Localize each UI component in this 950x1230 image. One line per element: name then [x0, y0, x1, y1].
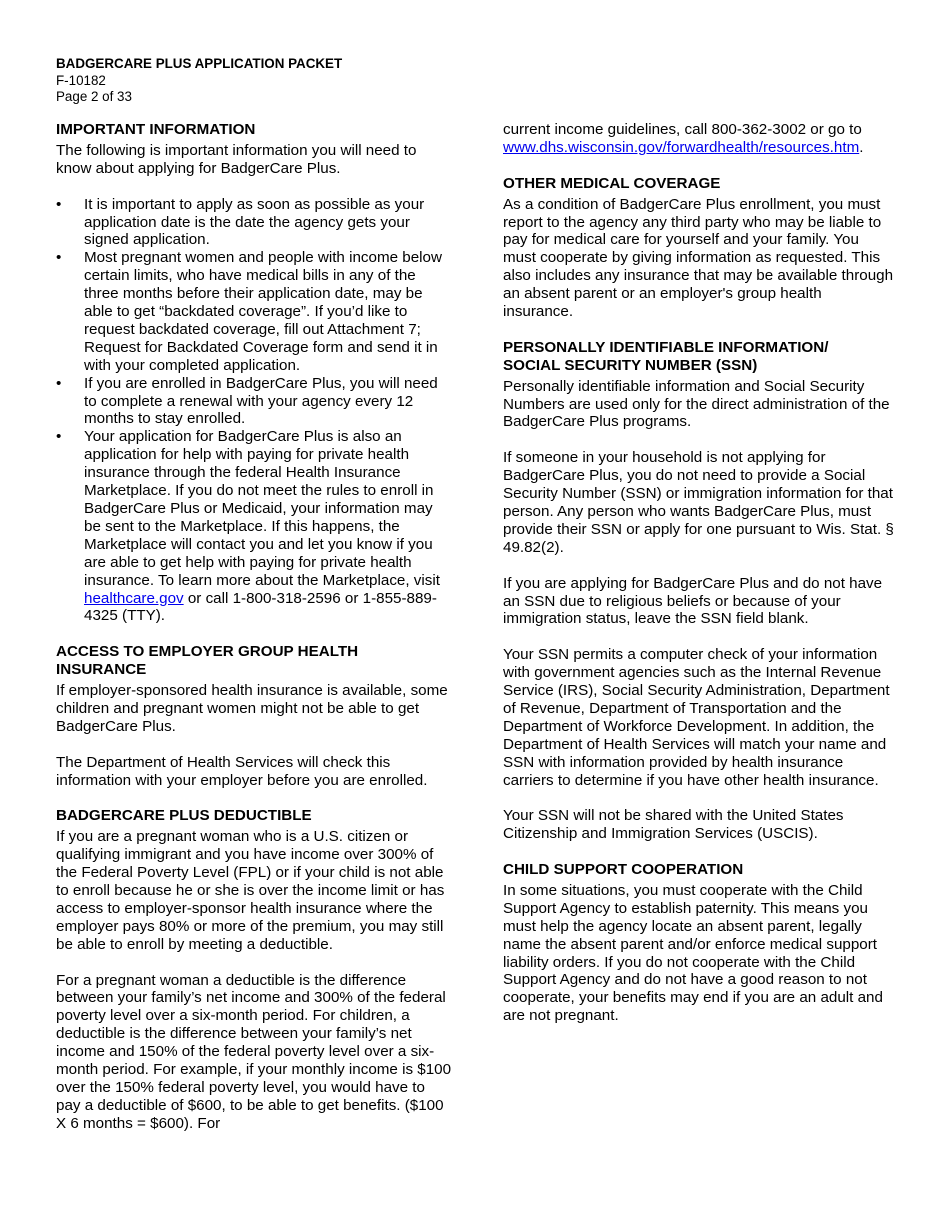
other-medical-coverage-heading: OTHER MEDICAL COVERAGE [503, 174, 721, 192]
list-item [56, 249, 452, 374]
continuation-end: . [859, 138, 864, 156]
list-item-text: Most pregnant women and people with income below certain limits, who have medical bills in any of the three months before their application date, may be able to get “backdated coverage”. If you’d like to request backdated coverage, fill out Attachment 7; Request for Backdated Coverage form and send it in with your completed application. [84, 249, 442, 374]
pii-ssn-heading [503, 339, 895, 375]
list-item [56, 375, 452, 429]
document-title: BADGERCARE PLUS APPLICATION PACKET [56, 56, 343, 71]
list-item-text: Your application for BadgerCare Plus is also an application for help with paying for private health insurance through the federal Health Insurance Marketplace. If you do not meet the rules to enroll in BadgerCare Plus or Medicaid, your information may be sent to the Marketplace. If this happens, the Marketplace will contact you and let you know if you are able to get help with paying for private health insurance. To learn more about the Marketplace, visit [84, 428, 440, 589]
page-header [56, 56, 342, 106]
list-item [56, 196, 452, 250]
healthcare-gov-link[interactable]: healthcare.gov [84, 589, 184, 607]
pii-paragraph: Your SSN will not be shared with the United States Citizenship and Immigration Services (USCIS). [503, 807, 844, 843]
pii-ssn-section [503, 339, 895, 843]
bullet-icon: • [56, 428, 62, 446]
employer-insurance-paragraph: The Department of Health Services will check this information with your employer before you are enrolled. [56, 753, 428, 789]
bullet-icon: • [56, 195, 62, 213]
pii-paragraph: Personally identifiable information and Social Security Numbers are used only for the direct administration of the BadgerCare Plus programs. [503, 377, 890, 431]
bullet-icon: • [56, 374, 62, 392]
list-item [56, 428, 452, 625]
important-information-section [56, 121, 452, 625]
list-item-text: or call 1-800-318-2596 or 1-855-889-4325 (TTY). [84, 589, 437, 625]
continuation-text: current income guidelines, call 800-362-3002 or go to [503, 121, 862, 138]
deductible-section [56, 807, 452, 1132]
child-support-section [503, 861, 895, 1025]
child-support-paragraph: In some situations, you must cooperate with the Child Support Agency to establish paternity. This means you must help the agency locate an absent parent, legally name the absent parent and/or enforce medical support liability orders. If you do not cooperate with the Child Support Agency and do not have a good reason to not cooperate, your benefits may end if you are an adult and are not pregnant. [503, 881, 883, 1025]
bullet-icon: • [56, 249, 62, 267]
deductible-paragraph: If you are a pregnant woman who is a U.S. citizen or qualifying immigrant and you have income over 300% of the Federal Poverty Level (FPL) or if your child is not able to enroll because he or she is over the income limit or has access to employer-sponsor health insurance where the employer pays 80% or more of the premium, you may still be able to enroll by meeting a deductible. [56, 828, 445, 953]
deductible-paragraph: For a pregnant woman a deductible is the difference between your family’s net income and 300% of the federal poverty level over a six-month period. For children, a deductible is the difference between your family’s net income and 150% of the federal poverty level over a six-month period. For example, if your monthly income is $100 over the 150% federal poverty level, you would have to pay a deductible of $600, to be able to get benefits. ($100 X 6 months = $600). For [56, 971, 452, 1132]
important-information-list [56, 196, 452, 626]
child-support-heading: CHILD SUPPORT COOPERATION [503, 861, 744, 879]
pii-heading-line: SOCIAL SECURITY NUMBER (SSN) [503, 356, 758, 374]
deductible-heading: BADGERCARE PLUS DEDUCTIBLE [56, 807, 312, 825]
list-item-text: It is important to apply as soon as possible as your application date is the date the agency gets your signed application. [84, 195, 425, 249]
employer-insurance-section [56, 643, 452, 789]
pii-paragraph: Your SSN permits a computer check of your information with government agencies such as the Internal Revenue Service (IRS), Social Security Administration, Department of Revenue, Department of Transportation and the Department of Workforce Development. In addition, the Department of Health Services will match your name and SSN with information provided by health insurance carriers to determine if you have other health insurance. [503, 646, 890, 789]
list-item-text: If you are enrolled in BadgerCare Plus, you will need to complete a renewal with your agency every 12 months to stay enrolled. [84, 374, 438, 428]
page-number: Page 2 of 33 [56, 89, 132, 104]
employer-insurance-heading: ACCESS TO EMPLOYER GROUP HEALTH INSURANCE [56, 643, 359, 679]
left-column [56, 121, 452, 1133]
dhs-resources-link[interactable]: www.dhs.wisconsin.gov/forwardhealth/resources.htm [503, 138, 860, 156]
pii-heading-line: PERSONALLY IDENTIFIABLE INFORMATION/ [503, 338, 829, 356]
deductible-continuation [503, 121, 895, 157]
form-number: F-10182 [56, 72, 106, 88]
pii-paragraph: If you are applying for BadgerCare Plus and do not have an SSN due to religious beliefs or because of your immigration status, leave the SSN field blank. [503, 574, 883, 628]
employer-insurance-paragraph: If employer-sponsored health insurance is available, some children and pregnant women might not be able to get BadgerCare Plus. [56, 682, 448, 735]
important-information-heading: IMPORTANT INFORMATION [56, 121, 256, 138]
other-medical-coverage-section [503, 175, 895, 321]
important-information-intro: The following is important information you will need to know about applying for BadgerCare Plus. [56, 141, 417, 177]
pii-paragraph: If someone in your household is not applying for BadgerCare Plus, you do not need to provide a Social Security Number (SSN) or immigration information for that person. Any person who wants BadgerCare Plus, must provide their SSN or apply for one pursuant to Wis. Stat. § 49.82(2). [503, 449, 894, 556]
other-medical-coverage-paragraph: As a condition of BadgerCare Plus enrollment, you must report to the agency any third party who may be liable to pay for medical care for yourself and your family. You must cooperate by giving information as requested. This also includes any insurance that may be available through an absent parent or an employer's group health insurance. [503, 195, 894, 321]
right-column [503, 121, 895, 1025]
